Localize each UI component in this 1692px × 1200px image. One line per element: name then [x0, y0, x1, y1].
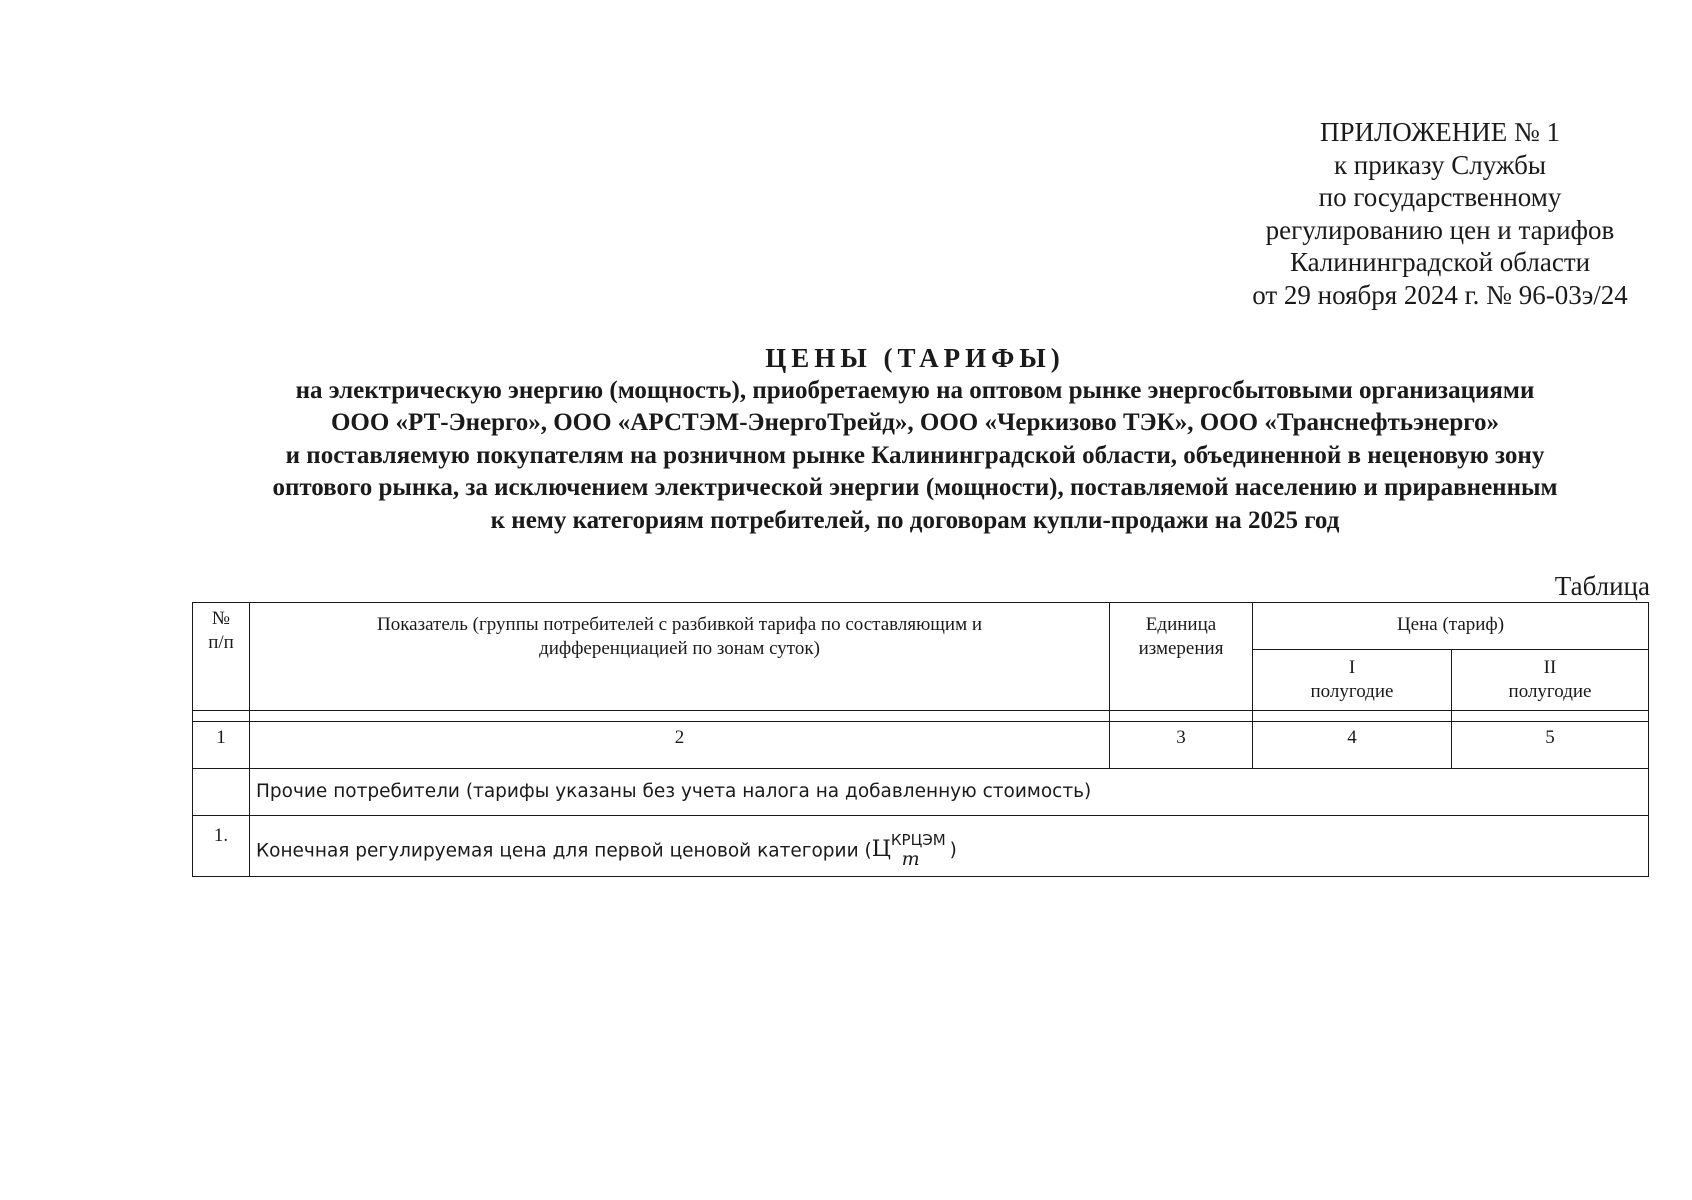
header-indicator: Показатель (группы потребителей с разбивкой тарифа по составляющим и дифференциацией по зонам суток) — [250, 603, 1110, 711]
header-unit-line2: измерения — [1138, 638, 1224, 659]
column-number: 4 — [1253, 722, 1452, 769]
annex-line: к приказу Службы — [1333, 149, 1547, 180]
table-row — [193, 769, 1649, 816]
column-number-row — [193, 722, 1649, 769]
header-half1-roman: I — [1348, 657, 1356, 678]
row-label-end: ) — [949, 839, 957, 861]
annex-line: ПРИЛОЖЕНИЕ № 1 — [1319, 117, 1561, 147]
separator-cell — [1452, 711, 1649, 722]
annex-line: от 29 ноября 2024 г. № 96-03э/24 — [1252, 279, 1628, 310]
header-half2-roman: II — [1543, 657, 1557, 678]
header-number-line2: п/п — [208, 632, 234, 653]
row-label-with-formula — [250, 816, 1649, 877]
page-title: ЦЕНЫ (ТАРИФЫ) — [765, 343, 1065, 373]
separator-cell — [1253, 711, 1452, 722]
annex-line: по государственному — [1318, 182, 1562, 212]
separator-cell — [250, 711, 1110, 722]
annex-line: Калининградской области — [1289, 247, 1591, 277]
heading-line: оптового рынка, за исключением электрической энергии (мощности), поставляемой населению и приравненным — [272, 474, 1558, 501]
formula-superscript: КРЦЭМ — [890, 830, 946, 849]
table-row — [193, 816, 1649, 877]
header-separator — [193, 711, 1649, 722]
row-number: 1. — [193, 816, 250, 877]
formula-base: Ц — [871, 836, 891, 862]
column-number: 1 — [193, 722, 250, 769]
separator-cell — [193, 711, 250, 722]
table-caption: Таблица — [1554, 571, 1650, 601]
column-number: 5 — [1452, 722, 1649, 769]
separator-cell — [1110, 711, 1253, 722]
header-number-line1: № — [211, 608, 231, 629]
header-half2 — [1452, 650, 1649, 711]
column-number: 3 — [1110, 722, 1253, 769]
heading-line: к нему категориям потребителей, по договорам купли-продажи на 2025 год — [490, 506, 1340, 534]
price-formula — [871, 830, 946, 871]
header-number — [193, 603, 250, 711]
tariff-table — [192, 602, 1649, 877]
table-header-row — [193, 603, 1649, 650]
row-label: Конечная регулируемая цена для первой ценовой категории ( — [256, 839, 872, 861]
annex-line: регулированию цен и тарифов — [1265, 214, 1615, 245]
header-half1 — [1253, 650, 1452, 711]
header-half2-word: полугодие — [1508, 681, 1592, 702]
header-price: Цена (тариф) — [1253, 603, 1649, 650]
row-label: Прочие потребители (тарифы указаны без учета налога на добавленную стоимость) — [250, 769, 1649, 816]
annex-block — [1230, 116, 1650, 311]
document-heading — [150, 342, 1680, 537]
heading-line: и поставляемую покупателям на розничном рынке Калининградской области, объединенной в неценовую зону — [285, 441, 1545, 469]
column-number: 2 — [250, 722, 1110, 769]
heading-line: ООО «РТ-Энерго», ООО «АРСТЭМ-ЭнергоТрейд», ООО «Черкизово ТЭК», ООО «Транснефтьэнерго» — [330, 409, 1500, 436]
row-number — [193, 769, 250, 816]
header-half1-word: полугодие — [1310, 681, 1394, 702]
heading-line: на электрическую энергию (мощность), приобретаемую на оптовом рынке энергосбытовыми организациями — [295, 376, 1535, 404]
formula-subscript: m — [901, 848, 920, 871]
header-unit-line1: Единица — [1145, 614, 1217, 635]
header-unit — [1110, 603, 1253, 711]
